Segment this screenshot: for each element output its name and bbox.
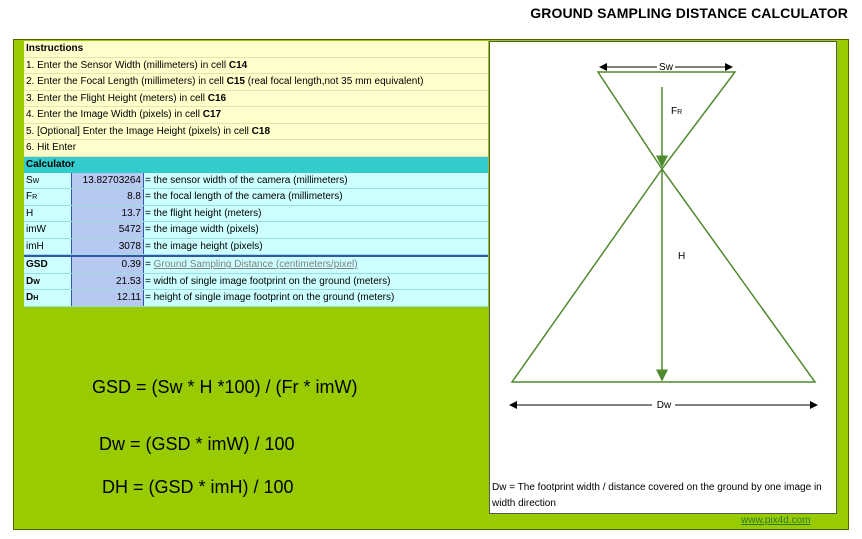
result-value-cell: 12.11 <box>72 290 144 306</box>
pix4d-link[interactable]: www.pix4d.com <box>741 515 811 526</box>
input-row <box>24 206 488 223</box>
instruction-text: 4. Enter the Image Width (pixels) in cell <box>26 109 203 120</box>
instruction-step <box>24 107 488 124</box>
input-row <box>24 222 488 239</box>
page-title: GROUND SAMPLING DISTANCE CALCULATOR <box>530 5 848 21</box>
instruction-text: 6. Hit Enter <box>26 142 77 153</box>
variable-description: = the focal length of the camera (millimeters) <box>145 191 343 202</box>
symbol-main: D <box>26 275 34 287</box>
instruction-cell-ref: C15 <box>226 76 245 87</box>
result-row <box>24 274 488 291</box>
variable-symbol <box>24 239 72 255</box>
symbol-main: H <box>26 207 34 219</box>
dw-definition-note: Dw = The footprint width / distance covered on the ground by one image in width direction <box>492 482 822 509</box>
symbol-main: imW <box>26 224 46 235</box>
variable-description: = the sensor width of the camera (millimeters) <box>145 174 348 186</box>
symbol-main: GSD <box>26 259 48 270</box>
result-row <box>24 257 488 274</box>
variable-symbol <box>24 206 72 222</box>
instructions-header: Instructions <box>24 41 488 58</box>
dw-formula: Dw = (GSD * imW) / 100 <box>99 434 295 454</box>
instruction-step <box>24 91 488 108</box>
instruction-step <box>24 74 488 91</box>
fr-label: FR <box>671 106 683 117</box>
variable-description: = height of single image footprint on the ground (meters) <box>145 292 395 303</box>
instruction-step <box>24 140 488 157</box>
variable-symbol <box>24 274 72 290</box>
calculator-panel <box>24 41 488 307</box>
result-row <box>24 290 488 307</box>
instructions-block <box>24 41 488 157</box>
input-value-cell[interactable]: 13.7 <box>72 206 144 222</box>
instruction-text: 3. Enter the Flight Height (meters) in cell <box>26 92 208 104</box>
instruction-cell-ref: C18 <box>251 125 271 137</box>
symbol-subscript: W <box>33 278 40 286</box>
variable-symbol <box>24 222 72 238</box>
instruction-step <box>24 124 488 141</box>
variable-description: = the flight height (meters) <box>145 207 262 219</box>
result-value-cell: 0.39 <box>72 257 144 273</box>
h-label: H <box>678 251 686 262</box>
sw-label: Sw <box>659 62 673 73</box>
sensor-triangle <box>598 72 735 169</box>
dw-label: Dw <box>656 400 672 411</box>
instruction-tail: (real focal length,not 35 mm equivalent) <box>245 76 424 87</box>
input-row <box>24 239 488 256</box>
instruction-cell-ref: C17 <box>202 109 222 120</box>
instruction-text: 5. [Optional] Enter the Image Height (pixels) in cell <box>26 125 252 137</box>
input-row <box>24 189 488 206</box>
variable-description: = width of single image footprint on the ground (meters) <box>145 275 391 287</box>
instruction-cell-ref: C14 <box>228 59 248 71</box>
gsd-formula: GSD = (Sw * H *100) / (Fr * imW) <box>92 377 358 397</box>
symbol-subscript: R <box>32 194 38 201</box>
input-row <box>24 173 488 190</box>
result-value-cell: 21.53 <box>72 274 144 290</box>
instruction-cell-ref: C16 <box>207 92 227 104</box>
equals-sign: = <box>145 259 154 270</box>
symbol-subscript: W <box>32 177 40 185</box>
variable-symbol <box>24 257 72 273</box>
symbol-main: D <box>26 292 34 303</box>
variable-description: = the image height (pixels) <box>145 240 263 252</box>
gsd-description-link[interactable]: Ground Sampling Distance (centimeters/pixel) <box>153 259 358 270</box>
camera-footprint-diagram <box>490 42 836 472</box>
symbol-main: F <box>26 191 33 202</box>
instruction-text: 1. Enter the Sensor Width (millimeters) in cell <box>26 59 229 71</box>
variable-description: = the image width (pixels) <box>145 224 259 235</box>
input-value-cell[interactable]: 3078 <box>72 239 144 255</box>
variable-symbol <box>24 173 72 189</box>
variable-description <box>144 257 358 273</box>
symbol-subscript: H <box>33 295 39 302</box>
gsd-diagram <box>489 41 837 514</box>
instruction-step <box>24 58 488 75</box>
input-value-cell[interactable]: 8.8 <box>72 189 144 205</box>
input-value-cell[interactable]: 5472 <box>72 222 144 238</box>
input-value-cell[interactable]: 13.82703264 <box>72 173 144 189</box>
ground-triangle <box>512 169 815 382</box>
symbol-main: imH <box>26 240 44 252</box>
symbol-main: S <box>26 174 33 186</box>
dh-formula: DH = (GSD * imH) / 100 <box>102 477 294 497</box>
calculator-header: Calculator <box>24 157 488 173</box>
variable-symbol <box>24 290 72 306</box>
calculator-block <box>24 157 488 307</box>
variable-symbol <box>24 189 72 205</box>
instruction-text: 2. Enter the Focal Length (millimeters) in cell <box>26 76 227 87</box>
